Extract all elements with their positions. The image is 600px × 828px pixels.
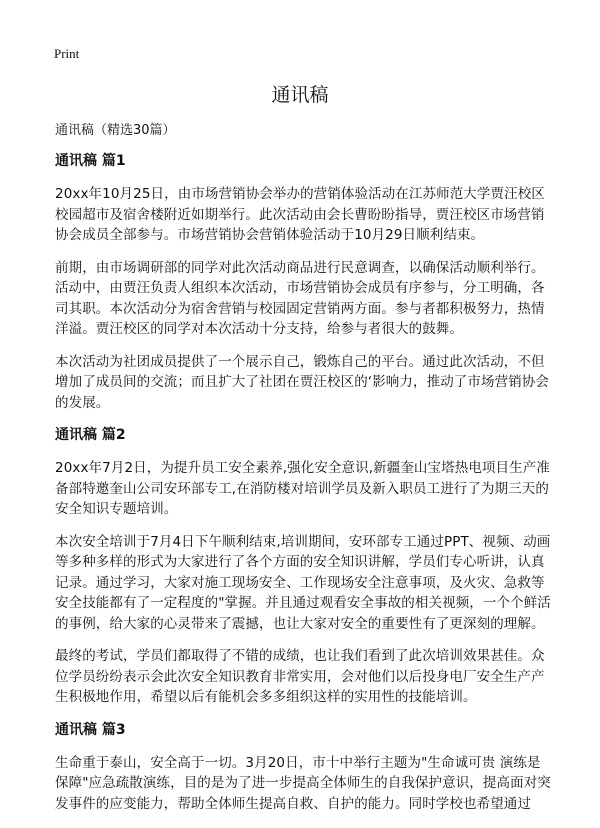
article-subtitle: 通讯稿（精选30篇）	[55, 123, 176, 138]
paragraph: 生命重于泰山，安全高于一切。3月20日，市十中举行主题为"生命诚可贵 演练是保障"应急疏散演练，目的是为了进一步提高全体师生的自我保护意识，提高面对突发事件的应变能力，帮助全体师生提高自救、自护的能力。同时学校也希望通过	[55, 754, 551, 812]
paragraph: 本次安全培训于7月4日下午顺利结束,培训期间，安环部专工通过PPT、视频、动画等多种多样的形式为大家进行了各个方面的安全知识讲解，学员们专心听讲，认真记录。通过学习，大家对施工现场安全、工作现场安全注意事项，及火灾、急救等安全技能都有了一定程度的"掌握。并且通过观看安全事故的相关视频，一个个鲜活的事例，给大家的心灵带来了震撼，也让大家对安全的重要性有了更深刻的理解。	[55, 533, 551, 632]
page-title: 通讯稿	[271, 84, 329, 106]
section-2	[55, 425, 551, 708]
article-body	[55, 121, 551, 826]
print-link[interactable]: Print	[54, 46, 80, 61]
paragraph: 最终的考试，学员们都取得了不错的成绩，也让我们看到了此次培训效果甚佳。众位学员纷纷表示会此次安全知识教育非常实用，会对他们以后投身电厂安全生产产生积极地作用，希望以后有能机会多多组织这样的实用性的技能培训。	[55, 648, 545, 705]
paragraph: 20xx年10月25日，由市场营销协会举办的营销体验活动在江苏师范大学贾汪校区校园超市及宿舍楼附近如期举行。此次活动由会长曹盼盼指导，贾汪校区市场营销协会成员全部参与。市场营销协会营销体验活动于10月29日顺利结束。	[55, 186, 545, 243]
section-title: 通讯稿 篇3	[55, 721, 126, 738]
section-title: 通讯稿 篇2	[55, 427, 126, 443]
paragraph: 前期，由市场调研部的同学对此次活动商品进行民意调查，以确保活动顺利举行。活动中，由贾汪负责人组织本次活动，市场营销协会成员有序参与，分工明确，各司其职。本次活动分为宿舍营销与校园固定营销两方面。参与者都积极努力，热情洋溢。贾汪校区的同学对本次活动十分支持，给参与者很大的鼓舞。	[55, 259, 545, 337]
section-1	[55, 151, 551, 413]
paragraph: 本次活动为社团成员提供了一个展示自己，锻炼自己的平台。通过此次活动，不但增加了成员间的交流；而且扩大了社团在贾汪校区的‘影响力，推动了市场营销协会的发展。	[55, 353, 549, 411]
section-title: 通讯稿 篇1	[55, 153, 126, 169]
section-3	[55, 720, 551, 815]
paragraph: 20xx年7月2日，为提升员工安全素养,强化安全意识,新疆奎山宝塔热电项目生产准备部特邀奎山公司安环部专工,在消防楼对培训学员及新入职员工进行了为期三天的安全知识专题培训。	[55, 460, 550, 517]
